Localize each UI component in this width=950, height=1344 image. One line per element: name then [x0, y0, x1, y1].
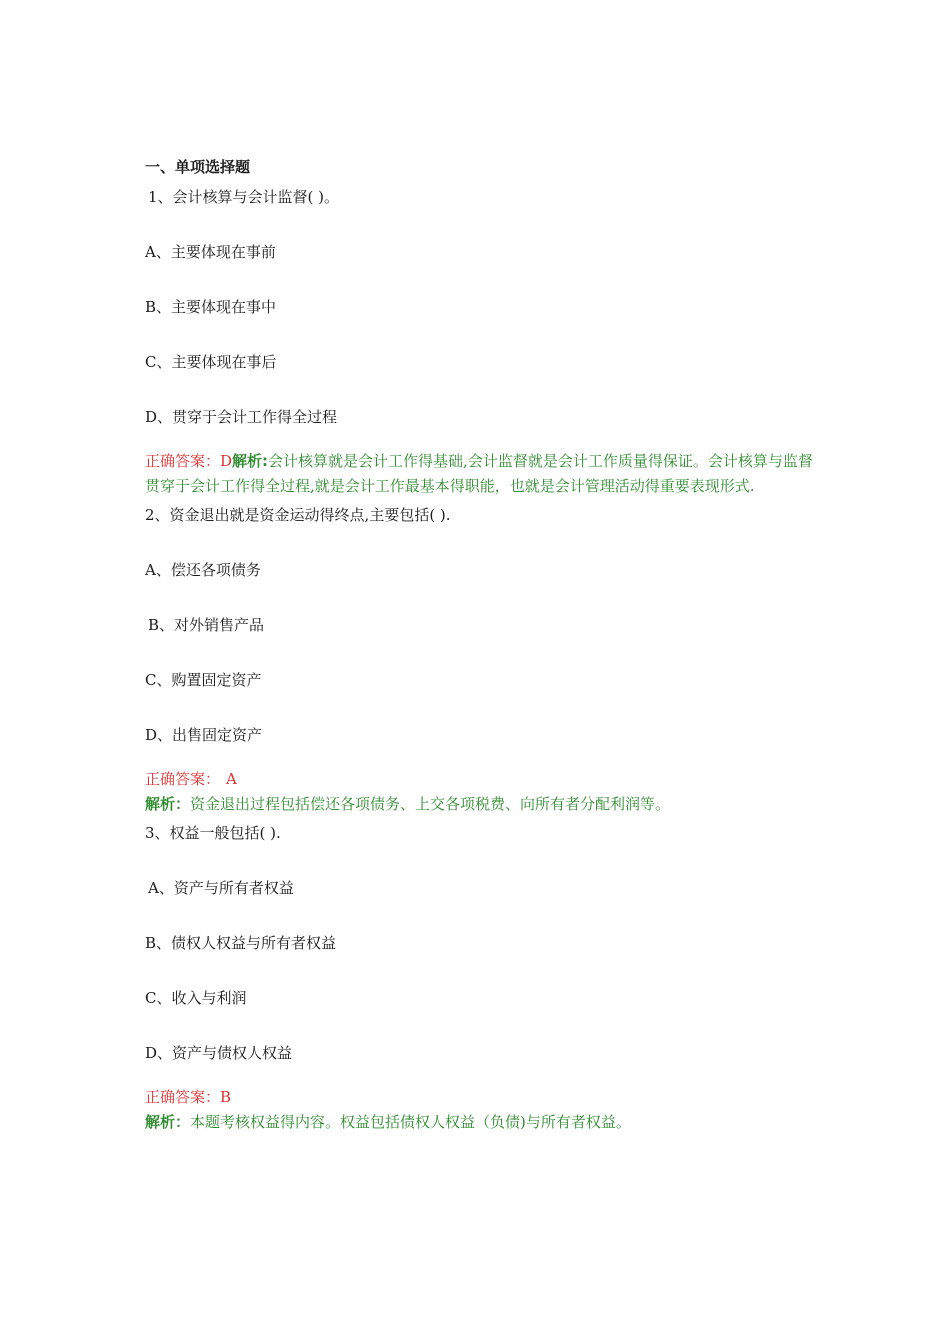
- answer-line: [145, 767, 825, 792]
- question-2: [145, 503, 825, 817]
- answer-explanation: [145, 449, 825, 499]
- answer-explanation: [145, 767, 825, 817]
- option-c: C、收入与利润: [145, 989, 247, 1007]
- explanation-label: 解析:: [232, 452, 269, 470]
- option-a: A、偿还各项债务: [145, 561, 261, 579]
- question-stem: 1、会计核算与会计监督( )。: [148, 188, 340, 206]
- answer-value: D: [220, 452, 233, 470]
- option-b: B、债权人权益与所有者权益: [145, 934, 337, 952]
- option-d: D、出售固定资产: [145, 726, 263, 744]
- option-c: C、主要体现在事后: [145, 353, 277, 371]
- explanation-text: 会计核算就是会计工作得基础,会计监督就是会计工作质量得保证。会计核算与监督贯穿于会计工作得全过程,就是会计工作最基本得职能，也就是会计管理活动得重要表现形式.: [145, 452, 813, 495]
- document-page: [145, 155, 825, 1135]
- option-c: C、购置固定资产: [145, 671, 262, 689]
- answer-label: 正确答案：: [145, 1088, 221, 1106]
- option-d: D、资产与债权人权益: [145, 1044, 293, 1062]
- option-a: A、资产与所有者权益: [148, 879, 294, 897]
- question-stem: 3、权益一般包括( ).: [145, 824, 281, 842]
- answer-line: [145, 1085, 825, 1110]
- answer-label: 正确答案：: [145, 770, 221, 788]
- option-d: D、贯穿于会计工作得全过程: [145, 408, 338, 426]
- option-b: B、对外销售产品: [148, 616, 265, 634]
- explanation-text: 资金退出过程包括偿还各项债务、上交各项税费、向所有者分配利润等。: [190, 795, 671, 813]
- option-b: B、主要体现在事中: [145, 298, 277, 316]
- answer-value: A: [226, 770, 237, 788]
- explanation-label: 解析：: [145, 1113, 191, 1131]
- answer-label: 正确答案：: [145, 452, 221, 470]
- question-3: [145, 821, 825, 1135]
- explanation-text: 本题考核权益得内容。权益包括债权人权益（负债)与所有者权益。: [190, 1113, 631, 1131]
- explanation-line: [145, 1110, 825, 1135]
- question-stem: 2、资金退出就是资金运动得终点,主要包括( ).: [145, 506, 451, 524]
- option-a: A、主要体现在事前: [145, 243, 276, 261]
- explanation-line: [145, 792, 825, 817]
- explanation-label: 解析：: [145, 795, 191, 813]
- question-1: [145, 185, 825, 499]
- section-title: 一、单项选择题: [145, 158, 251, 176]
- answer-explanation: [145, 1085, 825, 1135]
- answer-value: B: [220, 1088, 232, 1106]
